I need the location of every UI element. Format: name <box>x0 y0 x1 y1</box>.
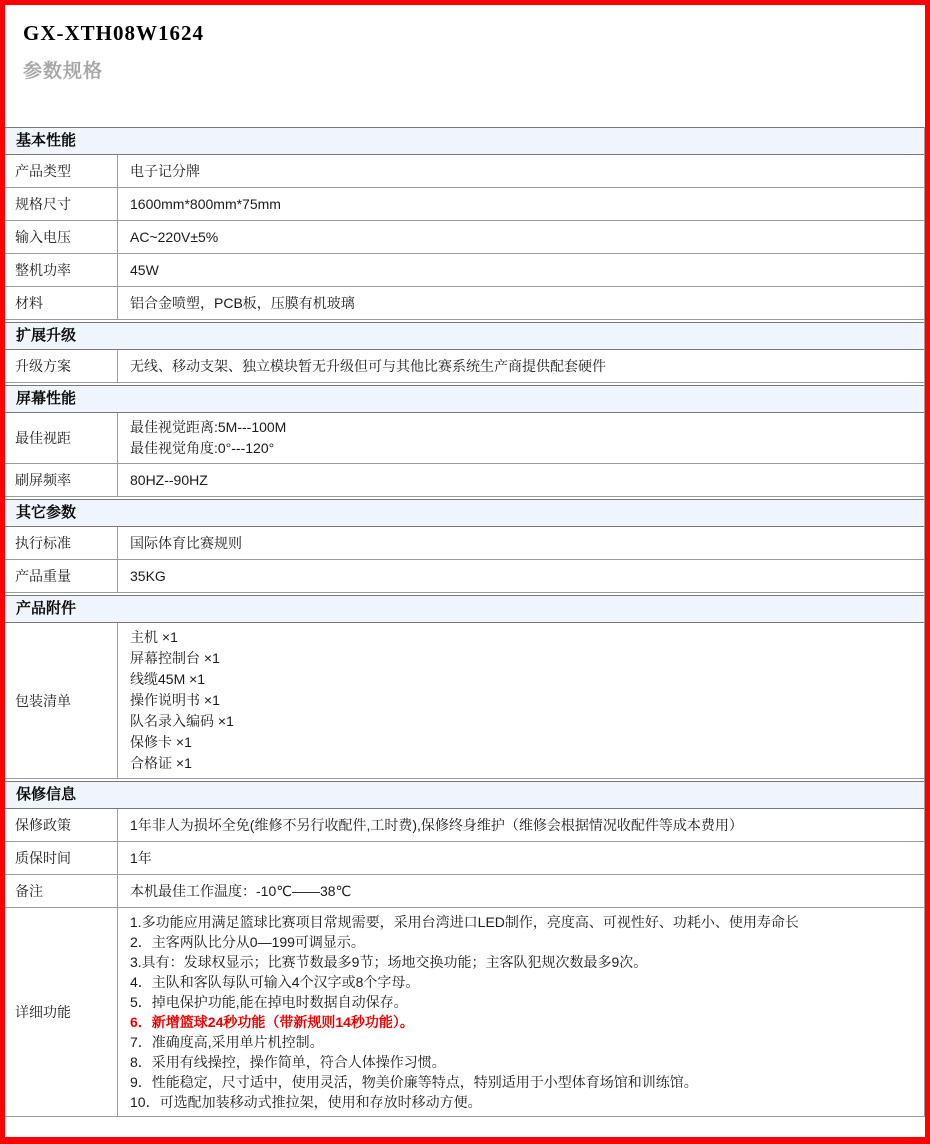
spec-row <box>5 287 924 320</box>
spec-value <box>118 560 924 592</box>
spec-row <box>5 464 924 497</box>
spec-value <box>118 188 924 220</box>
spec-value-line: 10．可选配加装移动式推拉架，使用和存放时移动方便。 <box>130 1094 482 1110</box>
spec-value <box>118 413 924 463</box>
spec-label: 最佳视距 <box>5 413 118 463</box>
spec-label: 材料 <box>5 287 118 319</box>
spec-value-line: 本机最佳工作温度：-10℃——38℃ <box>130 882 352 899</box>
spec-row <box>5 155 924 188</box>
section-header: 产品附件 <box>5 595 924 623</box>
spec-label: 质保时间 <box>5 842 118 874</box>
section-header: 屏幕性能 <box>5 385 924 413</box>
spec-row <box>5 527 924 560</box>
spec-value-line: 最佳视觉距离:5M---100M <box>130 419 287 435</box>
spec-label: 输入电压 <box>5 221 118 253</box>
spec-value-line: 4．主队和客队每队可输入4个汉字或8个字母。 <box>130 974 420 990</box>
spec-value-line: 铝合金喷塑，PCB板，压膜有机玻璃 <box>130 294 355 311</box>
spec-value-line: 35KG <box>130 567 166 584</box>
spec-value-line: 国际体育比赛规则 <box>130 534 242 551</box>
spec-value <box>118 842 924 874</box>
section-header: 基本性能 <box>5 127 924 155</box>
spec-row <box>5 809 924 842</box>
spec-row <box>5 623 924 779</box>
spec-value-line: 6．新增篮球24秒功能（带新规则14秒功能）。 <box>130 1014 414 1030</box>
spec-value <box>118 809 924 841</box>
spec-value-line: 7．准确度高,采用单片机控制。 <box>130 1034 324 1050</box>
spec-label: 升级方案 <box>5 350 118 382</box>
spec-value-line: 8．采用有线操控，操作简单，符合人体操作习惯。 <box>130 1054 446 1070</box>
spec-value <box>118 875 924 907</box>
spec-value <box>118 287 924 319</box>
spec-label: 执行标准 <box>5 527 118 559</box>
spec-value-line: 线缆45M ×1 <box>130 671 206 687</box>
spec-row <box>5 350 924 383</box>
spec-row <box>5 188 924 221</box>
title-block <box>5 5 925 127</box>
spec-value-line: 9．性能稳定，尺寸适中，使用灵活，物美价廉等特点，特别适用于小型体育场馆和训练馆。 <box>130 1074 698 1090</box>
spec-value <box>118 254 924 286</box>
spec-value-line: AC~220V±5% <box>130 228 219 245</box>
spec-value-line: 1600mm*800mm*75mm <box>130 195 281 212</box>
spec-value-line: 电子记分牌 <box>130 162 200 179</box>
spec-label: 详细功能 <box>5 908 118 1116</box>
spec-row <box>5 254 924 287</box>
spec-label: 包装清单 <box>5 623 118 778</box>
spec-value <box>118 350 924 382</box>
spec-value-line: 5．掉电保护功能,能在掉电时数据自动保存。 <box>130 994 408 1010</box>
spec-label: 规格尺寸 <box>5 188 118 220</box>
spec-table <box>5 127 925 1117</box>
product-model-title: GX-XTH08W1624 <box>23 21 204 45</box>
spec-value-line: 屏幕控制台 ×1 <box>130 650 220 666</box>
section-header: 保修信息 <box>5 781 924 809</box>
spec-value-line: 操作说明书 ×1 <box>130 692 220 708</box>
spec-row <box>5 560 924 593</box>
section-header: 其它参数 <box>5 499 924 527</box>
spec-label: 刷屏频率 <box>5 464 118 496</box>
spec-row <box>5 875 924 908</box>
spec-label: 整机功率 <box>5 254 118 286</box>
spec-value-line: 80HZ--90HZ <box>130 471 208 488</box>
spec-row <box>5 413 924 464</box>
spec-label: 备注 <box>5 875 118 907</box>
spec-value <box>118 221 924 253</box>
spec-label: 产品重量 <box>5 560 118 592</box>
spec-value <box>118 623 924 778</box>
section-header: 扩展升级 <box>5 322 924 350</box>
spec-value <box>118 527 924 559</box>
spec-value-line: 保修卡 ×1 <box>130 734 192 750</box>
spec-value-line: 2．主客两队比分从0—199可调显示。 <box>130 934 365 950</box>
spec-row <box>5 842 924 875</box>
spec-value <box>118 464 924 496</box>
spec-label: 保修政策 <box>5 809 118 841</box>
spec-value <box>118 155 924 187</box>
spec-value-line: 合格证 ×1 <box>130 755 192 771</box>
spec-value-line: 1.多功能应用满足篮球比赛项目常规需要，采用台湾进口LED制作，亮度高、可视性好、功耗小、使用寿命长 <box>130 914 799 930</box>
page-subtitle: 参数规格 <box>23 61 104 82</box>
spec-value-line: 无线、移动支架、独立模块暂无升级但可与其他比赛系统生产商提供配套硬件 <box>130 357 606 374</box>
spec-value-line: 3.具有：发球权显示；比赛节数最多9节；场地交换功能；主客队犯规次数最多9次。 <box>130 954 648 970</box>
spec-value-line: 主机 ×1 <box>130 629 178 645</box>
spec-value-line: 45W <box>130 261 159 278</box>
spec-value <box>118 908 924 1116</box>
spec-value-line: 队名录入编码 ×1 <box>130 713 234 729</box>
spec-value-line: 最佳视觉角度:0°---120° <box>130 440 275 456</box>
spec-value-line: 1年 <box>130 849 152 866</box>
spec-row <box>5 908 924 1117</box>
spec-row <box>5 221 924 254</box>
spec-label: 产品类型 <box>5 155 118 187</box>
spec-value-line: 1年非人为损坏全免(维修不另行收配件,工时费),保修终身维护（维修会根据情况收配件等成本费用） <box>130 816 743 833</box>
